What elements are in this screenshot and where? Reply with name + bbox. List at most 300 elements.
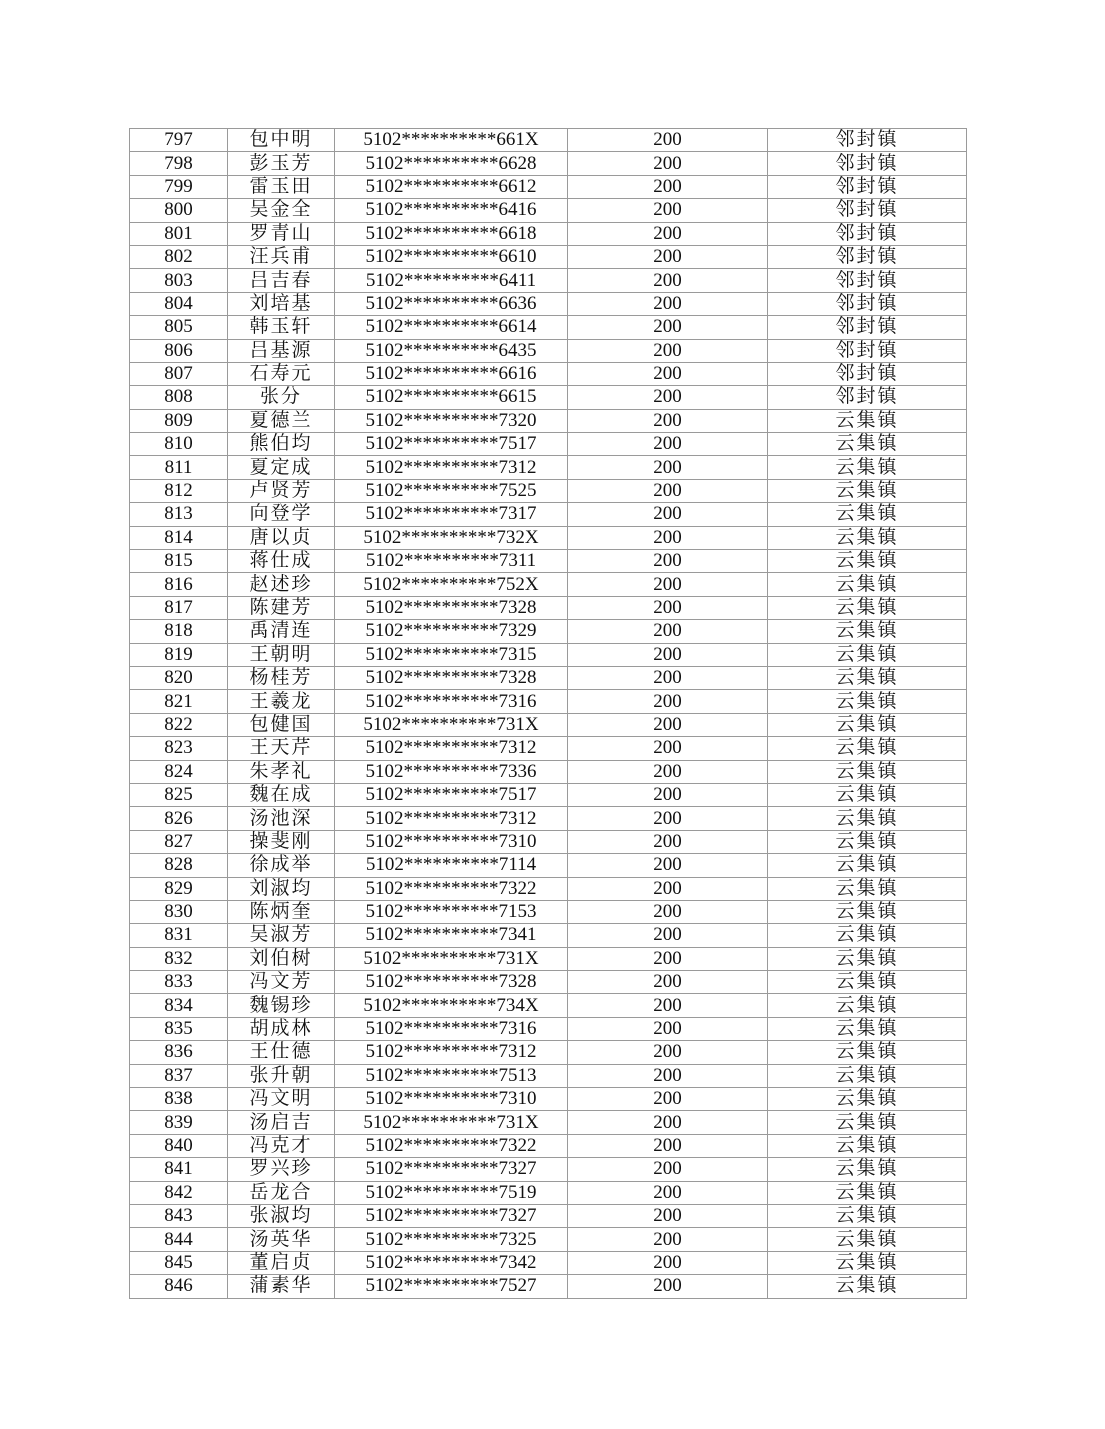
town-cell: 云集镇	[768, 1064, 967, 1087]
town-cell: 云集镇	[768, 479, 967, 502]
masked-id-number-cell: 5102**********7312	[335, 1041, 568, 1064]
person-name-cell: 陈建芳	[228, 596, 335, 619]
table-row	[130, 760, 967, 783]
person-name-cell: 熊伯均	[228, 433, 335, 456]
person-name-cell: 朱孝礼	[228, 760, 335, 783]
town-cell: 邻封镇	[768, 362, 967, 385]
town-cell: 邻封镇	[768, 129, 967, 152]
masked-id-number-cell: 5102**********7513	[335, 1064, 568, 1087]
town-cell: 云集镇	[768, 1134, 967, 1157]
person-name-cell: 魏锡珍	[228, 994, 335, 1017]
person-name-cell: 石寿元	[228, 362, 335, 385]
person-name-cell: 吕基源	[228, 339, 335, 362]
row-number-cell: 816	[130, 573, 228, 596]
row-number-cell: 807	[130, 362, 228, 385]
amount-cell: 200	[568, 737, 768, 760]
subsidy-roster-table	[129, 128, 967, 1299]
table-row	[130, 479, 967, 502]
roster-body	[130, 129, 967, 1299]
amount-cell: 200	[568, 760, 768, 783]
amount-cell: 200	[568, 1275, 768, 1298]
table-row	[130, 924, 967, 947]
row-number-cell: 822	[130, 713, 228, 736]
amount-cell: 200	[568, 1228, 768, 1251]
amount-cell: 200	[568, 690, 768, 713]
row-number-cell: 805	[130, 316, 228, 339]
table-row	[130, 643, 967, 666]
town-cell: 邻封镇	[768, 269, 967, 292]
amount-cell: 200	[568, 1088, 768, 1111]
amount-cell: 200	[568, 1251, 768, 1274]
table-row	[130, 152, 967, 175]
row-number-cell: 799	[130, 175, 228, 198]
person-name-cell: 吕吉春	[228, 269, 335, 292]
row-number-cell: 827	[130, 830, 228, 853]
person-name-cell: 韩玉轩	[228, 316, 335, 339]
masked-id-number-cell: 5102**********752X	[335, 573, 568, 596]
table-row	[130, 409, 967, 432]
row-number-cell: 812	[130, 479, 228, 502]
person-name-cell: 徐成举	[228, 854, 335, 877]
masked-id-number-cell: 5102**********7517	[335, 433, 568, 456]
amount-cell: 200	[568, 947, 768, 970]
amount-cell: 200	[568, 900, 768, 923]
row-number-cell: 830	[130, 900, 228, 923]
town-cell: 云集镇	[768, 1228, 967, 1251]
table-row	[130, 690, 967, 713]
person-name-cell: 王仕德	[228, 1041, 335, 1064]
town-cell: 云集镇	[768, 737, 967, 760]
masked-id-number-cell: 5102**********7327	[335, 1204, 568, 1227]
masked-id-number-cell: 5102**********7153	[335, 900, 568, 923]
amount-cell: 200	[568, 1064, 768, 1087]
masked-id-number-cell: 5102**********7312	[335, 737, 568, 760]
row-number-cell: 834	[130, 994, 228, 1017]
row-number-cell: 810	[130, 433, 228, 456]
amount-cell: 200	[568, 129, 768, 152]
person-name-cell: 唐以贞	[228, 526, 335, 549]
masked-id-number-cell: 5102**********731X	[335, 1111, 568, 1134]
town-cell: 邻封镇	[768, 199, 967, 222]
table-row	[130, 947, 967, 970]
town-cell: 云集镇	[768, 1251, 967, 1274]
town-cell: 云集镇	[768, 526, 967, 549]
town-cell: 云集镇	[768, 690, 967, 713]
row-number-cell: 815	[130, 550, 228, 573]
person-name-cell: 向登学	[228, 503, 335, 526]
person-name-cell: 王朝明	[228, 643, 335, 666]
table-row	[130, 666, 967, 689]
town-cell: 云集镇	[768, 947, 967, 970]
table-row	[130, 1158, 967, 1181]
table-row	[130, 199, 967, 222]
table-row	[130, 1017, 967, 1040]
amount-cell: 200	[568, 1158, 768, 1181]
amount-cell: 200	[568, 503, 768, 526]
masked-id-number-cell: 5102**********6616	[335, 362, 568, 385]
table-row	[130, 129, 967, 152]
table-row	[130, 1204, 967, 1227]
person-name-cell: 罗兴珍	[228, 1158, 335, 1181]
person-name-cell: 张分	[228, 386, 335, 409]
amount-cell: 200	[568, 854, 768, 877]
row-number-cell: 832	[130, 947, 228, 970]
table-row	[130, 620, 967, 643]
table-row	[130, 1228, 967, 1251]
amount-cell: 200	[568, 1017, 768, 1040]
town-cell: 云集镇	[768, 456, 967, 479]
amount-cell: 200	[568, 292, 768, 315]
row-number-cell: 813	[130, 503, 228, 526]
row-number-cell: 811	[130, 456, 228, 479]
amount-cell: 200	[568, 971, 768, 994]
row-number-cell: 831	[130, 924, 228, 947]
person-name-cell: 冯克才	[228, 1134, 335, 1157]
masked-id-number-cell: 5102**********7519	[335, 1181, 568, 1204]
masked-id-number-cell: 5102**********661X	[335, 129, 568, 152]
person-name-cell: 汪兵甫	[228, 245, 335, 268]
row-number-cell: 801	[130, 222, 228, 245]
town-cell: 云集镇	[768, 1017, 967, 1040]
masked-id-number-cell: 5102**********7336	[335, 760, 568, 783]
masked-id-number-cell: 5102**********6615	[335, 386, 568, 409]
amount-cell: 200	[568, 316, 768, 339]
row-number-cell: 842	[130, 1181, 228, 1204]
amount-cell: 200	[568, 573, 768, 596]
town-cell: 云集镇	[768, 596, 967, 619]
masked-id-number-cell: 5102**********734X	[335, 994, 568, 1017]
masked-id-number-cell: 5102**********6411	[335, 269, 568, 292]
town-cell: 云集镇	[768, 854, 967, 877]
table-row	[130, 830, 967, 853]
town-cell: 邻封镇	[768, 245, 967, 268]
table-row	[130, 362, 967, 385]
masked-id-number-cell: 5102**********7317	[335, 503, 568, 526]
table-row	[130, 1111, 967, 1134]
amount-cell: 200	[568, 339, 768, 362]
row-number-cell: 809	[130, 409, 228, 432]
town-cell: 邻封镇	[768, 292, 967, 315]
amount-cell: 200	[568, 222, 768, 245]
town-cell: 邻封镇	[768, 386, 967, 409]
person-name-cell: 冯文芳	[228, 971, 335, 994]
masked-id-number-cell: 5102**********7517	[335, 783, 568, 806]
town-cell: 云集镇	[768, 877, 967, 900]
masked-id-number-cell: 5102**********6610	[335, 245, 568, 268]
masked-id-number-cell: 5102**********7310	[335, 1088, 568, 1111]
town-cell: 云集镇	[768, 760, 967, 783]
town-cell: 云集镇	[768, 643, 967, 666]
row-number-cell: 806	[130, 339, 228, 362]
table-row	[130, 456, 967, 479]
masked-id-number-cell: 5102**********7341	[335, 924, 568, 947]
table-row	[130, 807, 967, 830]
town-cell: 邻封镇	[768, 222, 967, 245]
masked-id-number-cell: 5102**********7315	[335, 643, 568, 666]
row-number-cell: 802	[130, 245, 228, 268]
masked-id-number-cell: 5102**********7312	[335, 807, 568, 830]
town-cell: 云集镇	[768, 783, 967, 806]
amount-cell: 200	[568, 269, 768, 292]
town-cell: 云集镇	[768, 1204, 967, 1227]
masked-id-number-cell: 5102**********7328	[335, 971, 568, 994]
amount-cell: 200	[568, 807, 768, 830]
table-row	[130, 1041, 967, 1064]
row-number-cell: 804	[130, 292, 228, 315]
person-name-cell: 汤启吉	[228, 1111, 335, 1134]
masked-id-number-cell: 5102**********6435	[335, 339, 568, 362]
town-cell: 云集镇	[768, 1111, 967, 1134]
town-cell: 云集镇	[768, 900, 967, 923]
row-number-cell: 835	[130, 1017, 228, 1040]
person-name-cell: 雷玉田	[228, 175, 335, 198]
masked-id-number-cell: 5102**********7327	[335, 1158, 568, 1181]
person-name-cell: 冯文明	[228, 1088, 335, 1111]
table-row	[130, 503, 967, 526]
amount-cell: 200	[568, 830, 768, 853]
table-row	[130, 1251, 967, 1274]
table-row	[130, 1064, 967, 1087]
table-row	[130, 1088, 967, 1111]
amount-cell: 200	[568, 479, 768, 502]
person-name-cell: 刘伯树	[228, 947, 335, 970]
row-number-cell: 841	[130, 1158, 228, 1181]
amount-cell: 200	[568, 596, 768, 619]
masked-id-number-cell: 5102**********731X	[335, 947, 568, 970]
person-name-cell: 魏在成	[228, 783, 335, 806]
person-name-cell: 汤英华	[228, 1228, 335, 1251]
table-row	[130, 433, 967, 456]
table-row	[130, 269, 967, 292]
masked-id-number-cell: 5102**********6614	[335, 316, 568, 339]
amount-cell: 200	[568, 994, 768, 1017]
masked-id-number-cell: 5102**********6636	[335, 292, 568, 315]
town-cell: 云集镇	[768, 503, 967, 526]
amount-cell: 200	[568, 924, 768, 947]
table-row	[130, 877, 967, 900]
amount-cell: 200	[568, 666, 768, 689]
town-cell: 云集镇	[768, 666, 967, 689]
row-number-cell: 838	[130, 1088, 228, 1111]
row-number-cell: 824	[130, 760, 228, 783]
row-number-cell: 840	[130, 1134, 228, 1157]
table-row	[130, 1134, 967, 1157]
person-name-cell: 包中明	[228, 129, 335, 152]
masked-id-number-cell: 5102**********7527	[335, 1275, 568, 1298]
town-cell: 云集镇	[768, 1158, 967, 1181]
person-name-cell: 刘培基	[228, 292, 335, 315]
masked-id-number-cell: 5102**********6628	[335, 152, 568, 175]
masked-id-number-cell: 5102**********7322	[335, 1134, 568, 1157]
row-number-cell: 821	[130, 690, 228, 713]
masked-id-number-cell: 5102**********7311	[335, 550, 568, 573]
row-number-cell: 828	[130, 854, 228, 877]
row-number-cell: 797	[130, 129, 228, 152]
town-cell: 云集镇	[768, 1088, 967, 1111]
amount-cell: 200	[568, 1041, 768, 1064]
amount-cell: 200	[568, 199, 768, 222]
amount-cell: 200	[568, 456, 768, 479]
person-name-cell: 张升朝	[228, 1064, 335, 1087]
table-row	[130, 596, 967, 619]
table-row	[130, 1275, 967, 1298]
masked-id-number-cell: 5102**********7329	[335, 620, 568, 643]
person-name-cell: 罗青山	[228, 222, 335, 245]
amount-cell: 200	[568, 1181, 768, 1204]
amount-cell: 200	[568, 175, 768, 198]
person-name-cell: 夏德兰	[228, 409, 335, 432]
row-number-cell: 820	[130, 666, 228, 689]
amount-cell: 200	[568, 526, 768, 549]
amount-cell: 200	[568, 152, 768, 175]
town-cell: 邻封镇	[768, 152, 967, 175]
town-cell: 邻封镇	[768, 316, 967, 339]
amount-cell: 200	[568, 409, 768, 432]
row-number-cell: 833	[130, 971, 228, 994]
person-name-cell: 操斐刚	[228, 830, 335, 853]
town-cell: 云集镇	[768, 1275, 967, 1298]
table-row	[130, 900, 967, 923]
amount-cell: 200	[568, 550, 768, 573]
masked-id-number-cell: 5102**********731X	[335, 713, 568, 736]
amount-cell: 200	[568, 643, 768, 666]
masked-id-number-cell: 5102**********7322	[335, 877, 568, 900]
person-name-cell: 禹清连	[228, 620, 335, 643]
amount-cell: 200	[568, 713, 768, 736]
table-row	[130, 245, 967, 268]
person-name-cell: 吴金全	[228, 199, 335, 222]
table-row	[130, 222, 967, 245]
row-number-cell: 819	[130, 643, 228, 666]
row-number-cell: 818	[130, 620, 228, 643]
table-row	[130, 526, 967, 549]
town-cell: 云集镇	[768, 550, 967, 573]
person-name-cell: 岳龙合	[228, 1181, 335, 1204]
masked-id-number-cell: 5102**********7312	[335, 456, 568, 479]
town-cell: 邻封镇	[768, 175, 967, 198]
amount-cell: 200	[568, 1111, 768, 1134]
town-cell: 云集镇	[768, 620, 967, 643]
person-name-cell: 赵述珍	[228, 573, 335, 596]
table-row	[130, 175, 967, 198]
amount-cell: 200	[568, 386, 768, 409]
masked-id-number-cell: 5102**********7316	[335, 690, 568, 713]
masked-id-number-cell: 5102**********6416	[335, 199, 568, 222]
amount-cell: 200	[568, 245, 768, 268]
table-row	[130, 386, 967, 409]
table-row	[130, 292, 967, 315]
person-name-cell: 彭玉芳	[228, 152, 335, 175]
person-name-cell: 包健国	[228, 713, 335, 736]
town-cell: 云集镇	[768, 1041, 967, 1064]
table-row	[130, 737, 967, 760]
person-name-cell: 汤池深	[228, 807, 335, 830]
person-name-cell: 蒋仕成	[228, 550, 335, 573]
person-name-cell: 董启贞	[228, 1251, 335, 1274]
amount-cell: 200	[568, 620, 768, 643]
row-number-cell: 846	[130, 1275, 228, 1298]
town-cell: 云集镇	[768, 924, 967, 947]
amount-cell: 200	[568, 1204, 768, 1227]
row-number-cell: 839	[130, 1111, 228, 1134]
masked-id-number-cell: 5102**********7320	[335, 409, 568, 432]
person-name-cell: 张淑均	[228, 1204, 335, 1227]
row-number-cell: 836	[130, 1041, 228, 1064]
masked-id-number-cell: 5102**********7328	[335, 596, 568, 619]
town-cell: 云集镇	[768, 807, 967, 830]
town-cell: 云集镇	[768, 433, 967, 456]
masked-id-number-cell: 5102**********7325	[335, 1228, 568, 1251]
town-cell: 云集镇	[768, 409, 967, 432]
town-cell: 邻封镇	[768, 339, 967, 362]
table-row	[130, 316, 967, 339]
amount-cell: 200	[568, 433, 768, 456]
person-name-cell: 王羲龙	[228, 690, 335, 713]
masked-id-number-cell: 5102**********7342	[335, 1251, 568, 1274]
row-number-cell: 829	[130, 877, 228, 900]
person-name-cell: 卢贤芳	[228, 479, 335, 502]
masked-id-number-cell: 5102**********7114	[335, 854, 568, 877]
row-number-cell: 837	[130, 1064, 228, 1087]
row-number-cell: 808	[130, 386, 228, 409]
person-name-cell: 刘淑均	[228, 877, 335, 900]
person-name-cell: 杨桂芳	[228, 666, 335, 689]
amount-cell: 200	[568, 1134, 768, 1157]
table-row	[130, 713, 967, 736]
amount-cell: 200	[568, 877, 768, 900]
row-number-cell: 844	[130, 1228, 228, 1251]
town-cell: 云集镇	[768, 1181, 967, 1204]
row-number-cell: 845	[130, 1251, 228, 1274]
row-number-cell: 825	[130, 783, 228, 806]
town-cell: 云集镇	[768, 971, 967, 994]
table-row	[130, 1181, 967, 1204]
table-row	[130, 783, 967, 806]
person-name-cell: 吴淑芳	[228, 924, 335, 947]
row-number-cell: 823	[130, 737, 228, 760]
person-name-cell: 王天芹	[228, 737, 335, 760]
row-number-cell: 803	[130, 269, 228, 292]
table-row	[130, 339, 967, 362]
row-number-cell: 843	[130, 1204, 228, 1227]
masked-id-number-cell: 5102**********6612	[335, 175, 568, 198]
amount-cell: 200	[568, 783, 768, 806]
masked-id-number-cell: 5102**********7310	[335, 830, 568, 853]
person-name-cell: 夏定成	[228, 456, 335, 479]
town-cell: 云集镇	[768, 830, 967, 853]
row-number-cell: 817	[130, 596, 228, 619]
masked-id-number-cell: 5102**********7328	[335, 666, 568, 689]
row-number-cell: 814	[130, 526, 228, 549]
town-cell: 云集镇	[768, 713, 967, 736]
table-row	[130, 573, 967, 596]
masked-id-number-cell: 5102**********7316	[335, 1017, 568, 1040]
row-number-cell: 826	[130, 807, 228, 830]
table-row	[130, 971, 967, 994]
table-row	[130, 550, 967, 573]
table-row	[130, 854, 967, 877]
masked-id-number-cell: 5102**********7525	[335, 479, 568, 502]
person-name-cell: 胡成林	[228, 1017, 335, 1040]
table-row	[130, 994, 967, 1017]
town-cell: 云集镇	[768, 573, 967, 596]
amount-cell: 200	[568, 362, 768, 385]
masked-id-number-cell: 5102**********732X	[335, 526, 568, 549]
person-name-cell: 蒲素华	[228, 1275, 335, 1298]
person-name-cell: 陈炳奎	[228, 900, 335, 923]
row-number-cell: 800	[130, 199, 228, 222]
row-number-cell: 798	[130, 152, 228, 175]
